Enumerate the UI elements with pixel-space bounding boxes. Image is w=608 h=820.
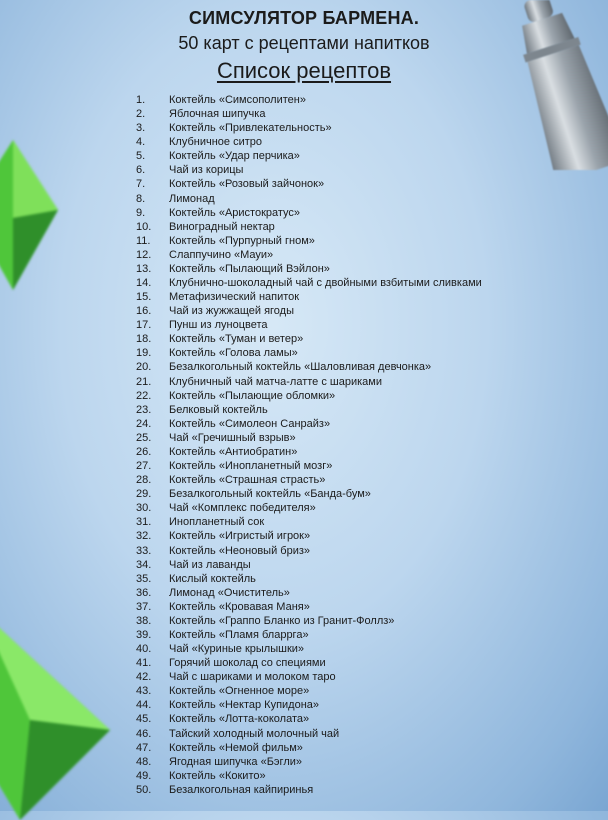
recipe-number: 45. (136, 713, 152, 726)
recipe-name: Лимонад (169, 192, 215, 205)
recipe-number: 31. (136, 516, 152, 529)
recipe-name: Коктейль «Туман и ветер» (169, 333, 304, 346)
recipe-number: 38. (136, 614, 152, 627)
plumbob-gem-icon (0, 140, 58, 290)
recipe-name: Тайский холодный молочный чай (169, 727, 340, 740)
recipe-number: 29. (136, 488, 152, 501)
recipe-name: Чай «Гречишный взрыв» (169, 431, 296, 444)
recipe-list-heading: Список рецептов (216, 58, 392, 83)
recipe-number: 7. (136, 178, 146, 191)
recipe-name: Коктейль «Нектар Купидона» (169, 699, 320, 712)
recipe-name: Коктейль «Граппо Бланко из Гранит-Фоллз» (169, 614, 395, 627)
recipe-number: 23. (136, 403, 152, 416)
recipe-number: 12. (136, 248, 152, 261)
recipe-name: Коктейль «Голова ламы» (169, 347, 298, 360)
recipe-number: 42. (136, 671, 152, 684)
recipe-number: 26. (136, 445, 152, 458)
recipe-number: 5. (136, 150, 146, 163)
recipe-number: 6. (136, 164, 146, 177)
recipe-number: 44. (136, 699, 152, 712)
recipe-name: Коктейль «Пылающие обломки» (169, 389, 336, 402)
recipe-number: 15. (136, 291, 152, 304)
page-title: СИМСУЛЯТОР БАРМЕНА. (188, 8, 420, 28)
recipe-name: Коктейль «Неоновый бриз» (169, 544, 311, 557)
recipe-number: 10. (136, 220, 152, 233)
recipe-name: Безалкогольный коктейль «Банда-бум» (169, 488, 371, 501)
recipe-number: 41. (136, 657, 152, 670)
recipe-number: 46. (136, 727, 152, 740)
recipe-number: 18. (136, 333, 152, 346)
recipe-number: 33. (136, 544, 152, 557)
recipe-name: Коктейль «Антиобратин» (169, 445, 298, 458)
recipe-number: 32. (136, 530, 152, 543)
recipe-name: Чай из жужжащей ягоды (169, 305, 295, 318)
recipe-name: Яблочная шипучка (169, 108, 266, 121)
recipe-name: Клубнично-шоколадный чай с двойными взбитыми сливками (169, 277, 482, 290)
recipe-name: Коктейль «Розовый зайчонок» (169, 178, 325, 191)
recipe-name: Горячий шоколад со специями (169, 657, 326, 670)
recipe-name: Коктейль «Инопланетный мозг» (169, 460, 333, 473)
recipe-number: 19. (136, 347, 152, 360)
recipe-number: 36. (136, 586, 152, 599)
page-subtitle: 50 карт с рецептами напитков (178, 33, 430, 53)
recipe-name: Коктейль «Игристый игрок» (169, 530, 311, 543)
recipe-name: Инопланетный сок (169, 516, 265, 529)
recipe-number: 43. (136, 685, 152, 698)
recipe-number: 22. (136, 389, 152, 402)
recipe-name: Белковый коктейль (169, 403, 268, 416)
recipe-name: Безалкогольная кайпиринья (169, 783, 314, 796)
recipe-name: Чай «Комплекс победителя» (169, 502, 316, 515)
recipe-name: Клубничный чай матча-латте с шариками (169, 375, 382, 388)
recipe-number: 50. (136, 783, 152, 796)
recipe-name: Коктейль «Немой фильм» (169, 741, 303, 754)
recipe-name: Коктейль «Кокито» (169, 769, 266, 782)
recipe-name: Пунш из луноцвета (169, 319, 268, 332)
recipe-name: Коктейль «Симолеон Санрайз» (169, 417, 331, 430)
recipe-name: Безалкогольный коктейль «Шаловливая девчонка» (169, 361, 432, 374)
recipe-name: Чай из корицы (169, 164, 244, 177)
recipe-number: 47. (136, 741, 152, 754)
recipe-name: Коктейль «Страшная страсть» (169, 474, 326, 487)
recipe-name: Коктейль «Симсополитен» (169, 94, 306, 106)
recipe-name: Клубничное ситро (169, 136, 262, 149)
recipe-number: 49. (136, 769, 152, 782)
recipe-number: 13. (136, 262, 152, 275)
recipe-name: Коктейль «Удар перчика» (169, 150, 300, 163)
recipe-name: Коктейль «Пурпурный гном» (169, 234, 315, 247)
recipe-number: 16. (136, 305, 152, 318)
recipe-number: 34. (136, 558, 152, 571)
recipe-number: 4. (136, 136, 146, 149)
recipe-number: 21. (136, 375, 152, 388)
recipe-name: Ягодная шипучка «Бэгли» (169, 755, 302, 768)
recipe-number: 39. (136, 628, 152, 641)
recipe-name: Коктейль «Привлекательность» (169, 122, 332, 135)
recipe-name: Коктейль «Аристократус» (169, 206, 301, 219)
recipe-number: 24. (136, 417, 152, 430)
recipe-number: 3. (136, 122, 146, 135)
recipe-name: Лимонад «Очиститель» (169, 586, 290, 599)
recipe-number: 37. (136, 600, 152, 613)
recipe-number: 14. (136, 277, 152, 290)
recipe-number: 2. (136, 108, 146, 121)
recipe-number: 25. (136, 431, 152, 444)
recipe-name: Метафизический напиток (169, 291, 300, 304)
recipe-name: Чай «Куриные крылышки» (169, 643, 305, 656)
recipe-number: 40. (136, 643, 152, 656)
recipe-number: 48. (136, 755, 152, 768)
recipe-number: 35. (136, 572, 152, 585)
recipe-number: 28. (136, 474, 152, 487)
recipe-number: 17. (136, 319, 152, 332)
recipe-number: 30. (136, 502, 152, 515)
recipe-name: Виноградный нектар (169, 220, 275, 233)
recipe-name: Чай из лаванды (169, 558, 251, 571)
recipe-number: 9. (136, 206, 146, 219)
recipe-name: Коктейль «Пламя бларрга» (169, 628, 309, 641)
recipe-number: 20. (136, 361, 152, 374)
recipe-name: Чай с шариками и молоком таро (169, 671, 336, 684)
recipe-name: Коктейль «Лотта-коколата» (169, 713, 310, 726)
recipe-name: Кислый коктейль (169, 572, 256, 585)
recipe-name: Коктейль «Пылающий Вэйлон» (169, 262, 330, 275)
recipe-name: Слаппучино «Мауи» (169, 248, 274, 261)
recipe-name: Коктейль «Огненное море» (169, 685, 310, 698)
recipe-number: 11. (136, 234, 151, 247)
recipe-number: 27. (136, 460, 152, 473)
recipe-number: 8. (136, 192, 146, 205)
plumbob-gem-icon (0, 610, 110, 820)
recipe-name: Коктейль «Кровавая Маня» (169, 600, 310, 613)
recipe-number: 1. (136, 94, 146, 106)
